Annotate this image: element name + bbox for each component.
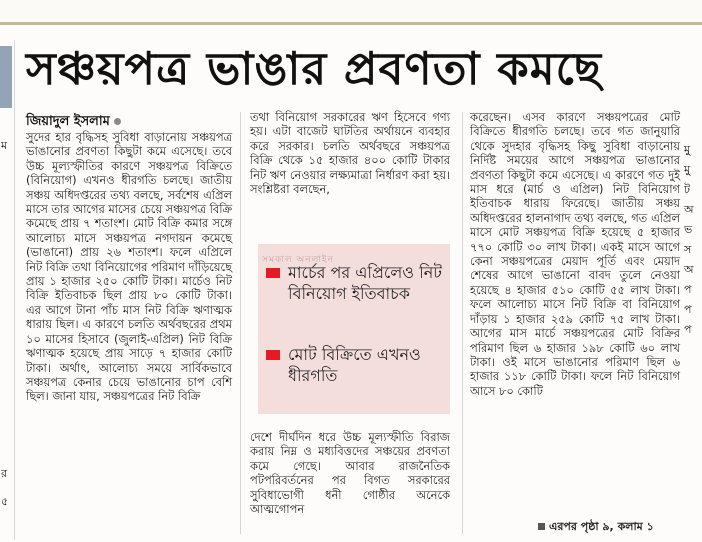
- adjacent-right-char: স: [684, 243, 692, 256]
- adjacent-left-char: ৫: [1, 495, 9, 508]
- adjacent-article-left: [0, 40, 15, 540]
- adjacent-right-char: প: [684, 283, 692, 296]
- article-column-2-bottom: দেশে দীর্ঘদিন ধরে উচ্চ মূল্যস্ফীতি বিরাজ করায় নিম্ন ও মধ্যবিত্তদের সঞ্চয়ের প্রবণতা কমে গেছে। আবার রাজনৈতিক পটপরিবর্তনের পর বিগত সরকারের সুবিধাভোগী ধনী গোষ্ঠীর অনেকে আত্মগোপন: [250, 430, 450, 517]
- adjacent-left-char: ম: [1, 139, 8, 152]
- article-column-1: সুদের হার বৃদ্ধিসহ সুবিধা বাড়ানোয় সঞ্চয়পত্র ভাঙানোর প্রবণতা কিছুটা কমে এসেছে। তবে উচ্চ মূল্যস্ফীতির কারণে সঞ্চয়পত্র বিক্রিতে (বিনিয়োগ) এখনও ধীরগতি চলছে। জাতীয় সঞ্চয় অধিদপ্তরের তথ্য বলছে, সর্বশেষ এপ্রিল মাসে তার আগের মাসের চেয়ে সঞ্চয়পত্র বিক্রি কমেছে প্রায় ৭ শতাংশ। মোট বিক্রি কমার সঙ্গে আলোচ্য মাসে সঞ্চয়পত্র নগদায়ন কমেছে (ভাঙানো) প্রায় ২৬ শতাংশ। ফলে এপ্রিলে নিট বিক্রি তথা বিনিয়োগের পরিমাণ দাঁড়িয়েছে প্রায় ১ হাজার ২৫০ কোটি টাকা। মার্চেও নিট বিক্রি ইতিবাচক ছিল প্রায় ৮০ কোটি টাকা। এর আগে টানা পাঁচ মাস নিট বিক্রি ঋণাত্মক ধারায় ছিল। এ কারণে চলতি অর্থবছরের প্রথম ১০ মাসের হিসাবে (জুলাই-এপ্রিল) নিট বিক্রি ঋণাত্মক হয়েছে প্রায় সাড়ে ৭ হাজার কোটি টাকা। অর্থাৎ, আলোচ্য সময়ে সার্বিকভাবে সঞ্চয়পত্র কেনার চেয়ে ভাঙানোর চাপ বেশি ছিল। জানা যায়, সঞ্চয়পত্রের নিট বিক্রি: [26, 130, 232, 404]
- author-name: জিয়াদুল ইসলাম: [26, 114, 110, 129]
- continued-jump: [538, 518, 654, 537]
- adjacent-right-char: মু: [684, 163, 691, 176]
- adjacent-right-text: [684, 140, 694, 340]
- adjacent-right-char: প: [684, 303, 692, 316]
- adjacent-left-char: র: [1, 467, 8, 480]
- adjacent-right-char: প: [684, 323, 692, 336]
- adjacent-right-char: ট: [684, 183, 690, 196]
- column-divider: [240, 112, 241, 534]
- adjacent-photo: [0, 46, 12, 108]
- highlight-item: [266, 262, 446, 304]
- article-column-3: করেছেন। এসব কারণে সঞ্চয়পত্রের মোট বিক্রিতে ধীরগতি চলছে। তবে গত জানুয়ারি থেকে সুদহার বৃদ্ধিসহ কিছু সুবিধা বাড়ানোয় নির্দিষ্ট সময়ের আগে সঞ্চয়পত্র ভাঙানোর প্রবণতা কিছুটা কমে এসেছে। এ কারণে গত দুই মাস ধরে (মার্চ ও এপ্রিল) নিট বিনিয়োগ ইতিবাচক ধারায় ফিরেছে। জাতীয় সঞ্চয় অধিদপ্তরের হালনাগাদ তথ্য বলছে, গত এপ্রিল মাসে মোট সঞ্চয়পত্র বিক্রি হয়েছে ৫ হাজার ৭৭০ কোটি ৩০ লাখ টাকা। একই মাসে আগে কেনা সঞ্চয়পত্রের মেয়াদ পূর্তি এবং মেয়াদ শেষের আগে ভাঙানো বাবদ তুলে নেওয়া হয়েছে ৪ হাজার ৫১০ কোটি ৫৫ লাখ টাকা। ফলে আলোচ্য মাসে নিট বিক্রি বা বিনিয়োগ দাঁড়ায় ১ হাজার ২৫৯ কোটি ৭৫ লাখ টাকা। আগের মাস মার্চে সঞ্চয়পত্রের মোট বিক্রির পরিমাণ ছিল ৬ হাজার ১৯৮ কোটি ৬০ লাখ টাকা। ওই মাসে ভাঙানোর পরিমাণ ছিল ৬ হাজার ১১৮ কোটি টাকা। ফলে নিট বিনিয়োগ আসে ৮০ কোটি: [470, 110, 680, 398]
- adjacent-right-char: মু: [684, 143, 691, 156]
- highlight-box: [258, 244, 450, 414]
- watermark: সমকাল অনলাইন: [262, 255, 334, 265]
- highlight-item: [266, 344, 446, 386]
- continued-text: এরপর পৃষ্ঠা ৯, কলাম ১: [549, 520, 654, 533]
- highlight-text: মার্চের পর এপ্রিলেও নিট বিনিয়োগ ইতিবাচক: [288, 263, 442, 303]
- square-bullet-icon: [538, 523, 545, 530]
- adjacent-right-char: ভ: [684, 223, 693, 236]
- adjacent-left-text: [1, 132, 13, 516]
- red-marker-icon: [266, 268, 280, 278]
- highlight-text: মোট বিক্রিতে এখনও ধীরগতি: [288, 345, 421, 385]
- column-divider: [462, 112, 463, 534]
- adjacent-article-right: [682, 40, 702, 540]
- red-marker-icon: [266, 350, 280, 360]
- adjacent-right-char: অ: [684, 263, 694, 276]
- adjacent-right-char: অ: [684, 203, 694, 216]
- article-column-2-top: তথা বিনিয়োগ সরকারের ঋণ হিসেবে গণ্য হয়। এটা বাজেট ঘাটতির অর্থায়নে ব্যবহার করে সরকার। চলতি অর্থবছরে সঞ্চয়পত্র বিক্রি থেকে ১৫ হাজার ৪০০ কোটি টাকার নিট ঋণ নেওয়ার লক্ষ্যমাত্রা নির্ধারণ করা হয়। সংশ্লিষ্টরা বলছেন,: [250, 110, 450, 197]
- byline-dot-icon: [114, 118, 121, 125]
- top-rule: [0, 0, 702, 25]
- article-headline: সঞ্চয়পত্র ভাঙার প্রবণতা কমছে: [26, 42, 603, 95]
